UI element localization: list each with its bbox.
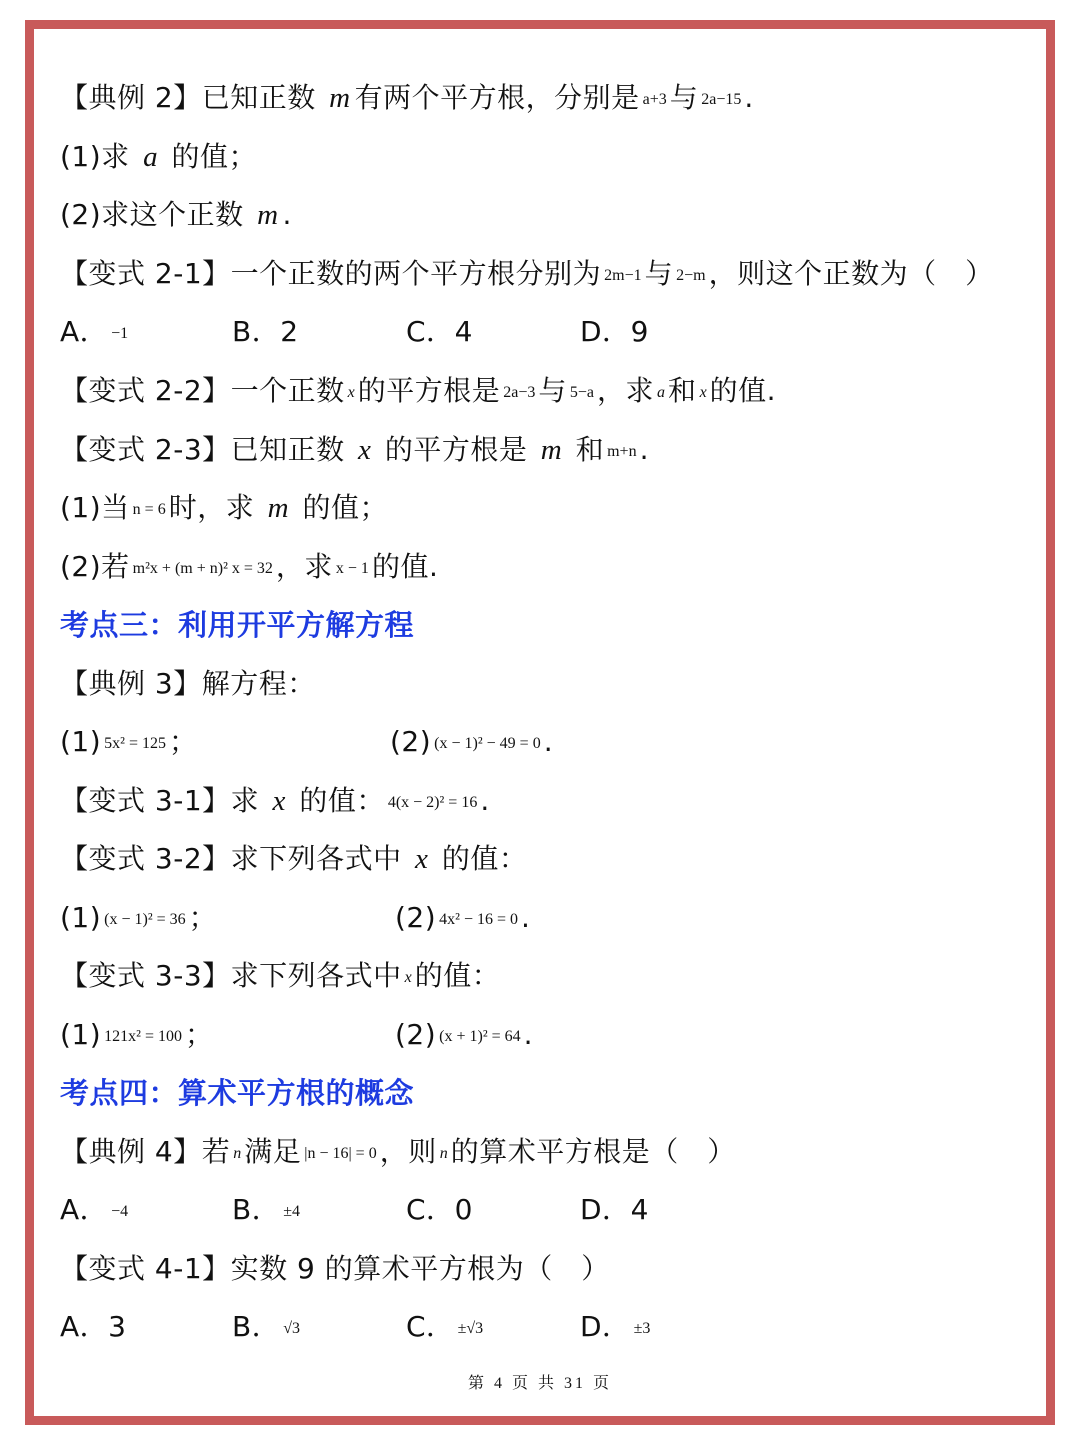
var-x: x [358, 434, 372, 466]
formula-n-equals-6: n = 6 [132, 501, 166, 518]
formula-m-plus-n: m+n [607, 443, 637, 460]
period: . [744, 81, 754, 114]
option-value: ±√3 [457, 1320, 484, 1337]
option-label: C． [406, 1310, 455, 1343]
example-2-text: 有两个平方根，分别是 [354, 81, 640, 114]
part-1 [60, 722, 198, 764]
var-a: a [657, 384, 666, 401]
var-m: m [540, 434, 563, 466]
formula-x-minus-1: x − 1 [335, 560, 369, 577]
variant-4-1-question [60, 1249, 610, 1289]
option-value: 2 [280, 315, 299, 348]
variant-3-1-text: 的值： [289, 784, 385, 817]
variant-2-3-head: 【变式 2-3】已知正数 [60, 433, 355, 466]
variant-4-1-options [60, 1307, 960, 1347]
formula-abs-n-minus-16: |n − 16| = 0 [304, 1145, 377, 1162]
option-d[interactable] [580, 1190, 649, 1230]
part-1-tail: 的值； [293, 491, 388, 524]
and-text: 与 [669, 81, 699, 114]
variant-3-2-tail: 的值： [432, 842, 528, 875]
variant-3-1-head: 【变式 3-1】求 [60, 784, 269, 817]
variant-4-1-head: 【变式 4-1】实数 9 的算术平方根为（ ） [60, 1252, 610, 1285]
option-label: C． [406, 1193, 455, 1226]
option-c[interactable] [406, 1307, 486, 1349]
option-a[interactable] [60, 1307, 126, 1347]
formula-a-plus-3: a+3 [642, 91, 667, 108]
option-value: 4 [630, 1193, 649, 1226]
section-4-heading: 考点四：算术平方根的概念 [60, 1076, 415, 1110]
example-3-question [60, 664, 316, 704]
option-label: A． [60, 1193, 109, 1226]
part-1-text: 的值； [162, 140, 257, 173]
formula-2a-minus-3: 2a−3 [503, 384, 536, 401]
part-2 [390, 722, 553, 764]
example-4-text: 满足 [244, 1135, 302, 1168]
semicolon: ； [169, 725, 198, 758]
period: . [282, 198, 292, 231]
period: . [523, 1018, 534, 1051]
variant-3-3-head: 【变式 3-3】求下列各式中 [60, 959, 402, 992]
option-label: B． [232, 315, 281, 348]
part-1-label: (1) [60, 725, 102, 758]
option-label: B． [232, 1193, 281, 1226]
variant-2-1-question [60, 254, 994, 296]
option-c[interactable] [406, 1190, 473, 1230]
part-1-label: (1) [60, 1018, 102, 1051]
period: . [639, 433, 649, 466]
variant-2-2-head: 【变式 2-2】一个正数 [60, 374, 345, 407]
var-x: x [347, 384, 355, 401]
and-text: 与 [538, 374, 567, 407]
var-m: m [329, 82, 351, 114]
var-x: x [272, 785, 286, 817]
formula-2-minus-m: 2−m [676, 267, 706, 284]
formula-2m-minus-1: 2m−1 [604, 267, 642, 284]
option-value: ±3 [633, 1320, 651, 1337]
part-2-label: (2) [395, 1018, 437, 1051]
example-4-tail: 的算术平方根是（ ） [450, 1135, 736, 1168]
option-label: C． [406, 315, 455, 348]
option-label: D． [580, 315, 631, 348]
var-a: a [143, 141, 159, 173]
var-n: n [233, 1145, 242, 1162]
var-x: x [699, 384, 707, 401]
var-x: x [404, 969, 412, 986]
part-2-label: (2)若 [60, 550, 130, 583]
var-m: m [267, 492, 290, 524]
option-value: ±4 [283, 1203, 300, 1220]
variant-2-1-tail: ，则这个正数为（ ） [708, 257, 994, 290]
example-4-question [60, 1132, 736, 1174]
variant-2-3-part-1 [60, 488, 388, 530]
and-text: 和 [566, 433, 605, 466]
variant-2-2-question [60, 371, 776, 413]
option-value: 3 [108, 1310, 127, 1343]
example-2-part-1 [60, 137, 257, 177]
part-2-tail: 的值. [371, 550, 439, 583]
and-text: 与 [644, 257, 674, 290]
formula-x-plus-1-sq-64: (x + 1)² = 64 [439, 1028, 521, 1045]
variant-3-3-parts [60, 1015, 960, 1055]
formula-x-minus-1-sq-49: (x − 1)² − 49 = 0 [434, 735, 541, 752]
option-d[interactable] [580, 1307, 653, 1349]
semicolon: ； [188, 901, 218, 934]
variant-3-3-question [60, 956, 500, 998]
formula-4x2-minus-16: 4x² − 16 = 0 [439, 911, 519, 928]
formula-2a-minus-15: 2a−15 [701, 91, 742, 108]
part-1 [60, 898, 217, 940]
part-2 [395, 1015, 533, 1057]
example-4-head: 【典例 4】若 [60, 1135, 231, 1168]
option-value: 0 [454, 1193, 473, 1226]
variant-2-3-text: 的平方根是 [375, 433, 537, 466]
period: . [521, 901, 531, 934]
part-2-label: (2)求这个正数 [60, 198, 254, 231]
option-value: 9 [630, 315, 649, 348]
variant-3-3-tail: 的值： [414, 959, 501, 992]
part-2-text: ，求 [275, 550, 333, 583]
variant-2-3-part-2 [60, 547, 438, 589]
formula-4-x-minus-2-sq: 4(x − 2)² = 16 [387, 794, 478, 811]
part-1-text: 时，求 [168, 491, 264, 524]
option-label: D． [580, 1310, 631, 1343]
formula-5-minus-a: 5−a [569, 384, 595, 401]
part-2-label: (2) [390, 725, 432, 758]
example-3-parts [60, 722, 960, 762]
part-1 [60, 1015, 214, 1057]
var-n: n [439, 1145, 448, 1162]
formula-x-minus-1-sq-36: (x − 1)² = 36 [104, 911, 186, 928]
option-label: A． [60, 1310, 109, 1343]
period: . [480, 784, 490, 817]
option-a[interactable] [60, 312, 131, 354]
section-3-heading: 考点三：利用开平方解方程 [60, 608, 415, 642]
option-label: A． [60, 315, 109, 348]
variant-3-2-parts [60, 898, 960, 938]
part-1-label: (1) [60, 901, 102, 934]
option-a[interactable] [60, 1190, 131, 1232]
part-1-label: (1)当 [60, 491, 130, 524]
option-b[interactable] [232, 1190, 303, 1232]
variant-2-3-question [60, 430, 649, 472]
variant-2-2-text: ，求 [597, 374, 655, 407]
variant-2-1-head: 【变式 2-1】一个正数的两个平方根分别为 [60, 257, 602, 290]
variant-2-2-tail: 的值. [709, 374, 777, 407]
variant-3-1-question [60, 781, 490, 823]
example-2-question [60, 78, 754, 120]
option-value: √3 [283, 1320, 300, 1337]
var-m: m [257, 199, 279, 231]
option-label: D． [580, 1193, 631, 1226]
part-2 [395, 898, 530, 940]
example-4-text: ，则 [379, 1135, 437, 1168]
option-b[interactable] [232, 312, 299, 352]
and-text: 和 [668, 374, 697, 407]
period: . [543, 725, 554, 758]
part-1-label: (1)求 [60, 140, 140, 173]
variant-2-1-options [60, 312, 960, 352]
formula-5x2-125: 5x² = 125 [104, 735, 166, 752]
example-3-head: 【典例 3】解方程： [60, 667, 316, 700]
option-value: −1 [111, 325, 129, 342]
part-2-label: (2) [395, 901, 437, 934]
semicolon: ； [185, 1018, 214, 1051]
option-label: B． [232, 1310, 281, 1343]
variant-2-2-text: 的平方根是 [357, 374, 501, 407]
option-d[interactable] [580, 312, 649, 352]
option-c[interactable] [406, 312, 473, 352]
formula-equation-32: m²x + (m + n)² x = 32 [132, 560, 273, 577]
option-value: −4 [111, 1203, 129, 1220]
variant-3-2-head: 【变式 3-2】求下列各式中 [60, 842, 412, 875]
example-4-options [60, 1190, 960, 1230]
formula-121x2-100: 121x² = 100 [104, 1028, 182, 1045]
example-2-part-2 [60, 195, 292, 235]
option-value: 4 [454, 315, 473, 348]
option-b[interactable] [232, 1307, 303, 1349]
variant-3-2-question [60, 839, 527, 879]
example-2-head: 【典例 2】已知正数 [60, 81, 326, 114]
var-x: x [415, 843, 429, 875]
page-footer: 第 4 页 共 31 页 [467, 1375, 612, 1392]
